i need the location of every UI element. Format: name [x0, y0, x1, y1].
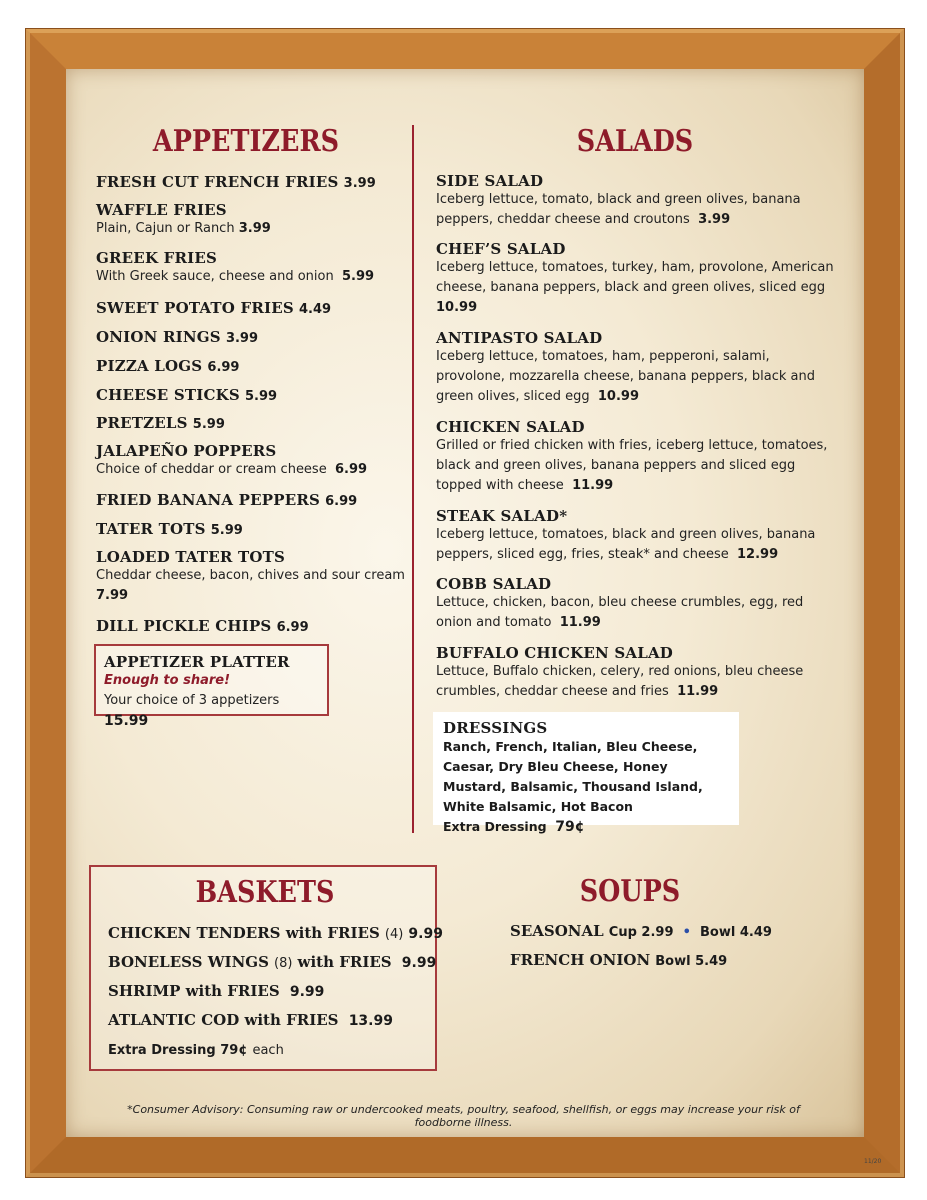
list-item: BUFFALO CHICKEN SALAD Lettuce, Buffalo chicken, celery, red onions, bleu cheese crumbles, cheddar cheese and fries 11.99 — [436, 644, 804, 699]
list-item: PRETZELS 5.99 — [96, 414, 225, 432]
list-item: JALAPEÑO POPPERS Choice of cheddar or cream cheese 6.99 — [96, 442, 368, 477]
baskets-box — [89, 865, 443, 1071]
platter-price: 15.99 — [104, 713, 149, 729]
extra-dressing-label: Extra Dressing — [443, 819, 547, 834]
list-item: FRESH CUT FRENCH FRIES 3.99 — [96, 173, 376, 191]
extra-dressing-price: 79¢ — [555, 819, 585, 835]
list-item: WAFFLE FRIES Plain, Cajun or Ranch 3.99 — [96, 201, 271, 236]
soup-french-onion: FRENCH ONION Bowl 5.49 — [510, 951, 728, 969]
list-item: ONION RINGS 3.99 — [96, 328, 259, 346]
soup-seasonal: SEASONAL Cup 2.99 • Bowl 4.49 — [510, 922, 772, 940]
basket-extra-dressing: Extra Dressing 79¢ each — [108, 1043, 284, 1058]
list-item: CHEESE STICKS 5.99 — [96, 386, 278, 404]
soups-heading: SOUPS — [579, 874, 681, 909]
list-item: DILL PICKLE CHIPS 6.99 — [96, 617, 309, 635]
list-item: PIZZA LOGS 6.99 — [96, 357, 240, 375]
dressings-title: DRESSINGS — [443, 719, 548, 737]
list-item: ATLANTIC COD with FRIES 13.99 — [108, 1011, 393, 1029]
dressings-box — [433, 712, 739, 835]
platter-desc: Your choice of 3 appetizers — [104, 693, 280, 708]
list-item: STEAK SALAD* Iceberg lettuce, tomatoes, black and green olives, banana peppers, sliced egg, fries, steak* and cheese 12.99 — [436, 507, 816, 562]
platter-tagline: Enough to share! — [104, 673, 231, 688]
baskets-heading: BASKETS — [195, 875, 335, 910]
list-item: LOADED TATER TOTS Cheddar cheese, bacon, chives and sour cream 7.99 — [96, 548, 405, 603]
bullet-icon: • — [682, 925, 691, 940]
column-divider — [412, 125, 414, 833]
consumer-advisory: *Consumer Advisory: Consuming raw or undercooked meats, poultry, seafood, shellfish, or eggs may increase your risk of foodborne illness. — [127, 1103, 800, 1129]
list-item: SHRIMP with FRIES 9.99 — [108, 982, 325, 1000]
list-item: BONELESS WINGS (8) with FRIES 9.99 — [108, 953, 437, 971]
list-item: TATER TOTS 5.99 — [96, 520, 243, 538]
dressings-list: Ranch, French, Italian, Bleu Cheese, Caesar, Dry Bleu Cheese, Honey Mustard, Balsamic, Thousand Island, White Balsamic, Hot Bacon — [443, 739, 703, 814]
list-item: CHEF’S SALAD Iceberg lettuce, tomatoes, turkey, ham, provolone, American cheese, banana peppers, black and green olives, sliced egg 10.99 — [436, 240, 834, 315]
appetizers-heading: APPETIZERS — [152, 124, 340, 159]
list-item: GREEK FRIES With Greek sauce, cheese and onion 5.99 — [96, 249, 375, 284]
appetizer-platter-box — [94, 644, 329, 729]
list-item: SWEET POTATO FRIES 4.49 — [96, 299, 332, 317]
list-item: CHICKEN TENDERS with FRIES (4) 9.99 — [108, 924, 443, 942]
list-item: FRIED BANANA PEPPERS 6.99 — [96, 491, 358, 509]
list-item: CHICKEN SALAD Grilled or fried chicken with fries, iceberg lettuce, tomatoes, black and green olives, banana peppers and sliced egg topped with cheese 11.99 — [436, 418, 828, 493]
list-item: ANTIPASTO SALAD Iceberg lettuce, tomatoes, ham, pepperoni, salami, provolone, mozzarella cheese, banana peppers, black and green olives, sliced egg 10.99 — [436, 329, 815, 404]
list-item: COBB SALAD Lettuce, chicken, bacon, bleu cheese crumbles, egg, red onion and tomato 11.99 — [436, 575, 804, 630]
print-code: 11/20 — [864, 1158, 882, 1165]
list-item: SIDE SALAD Iceberg lettuce, tomato, black and green olives, banana peppers, cheddar cheese and croutons 3.99 — [436, 172, 801, 227]
salads-heading: SALADS — [576, 124, 694, 159]
platter-name: APPETIZER PLATTER — [104, 653, 290, 671]
